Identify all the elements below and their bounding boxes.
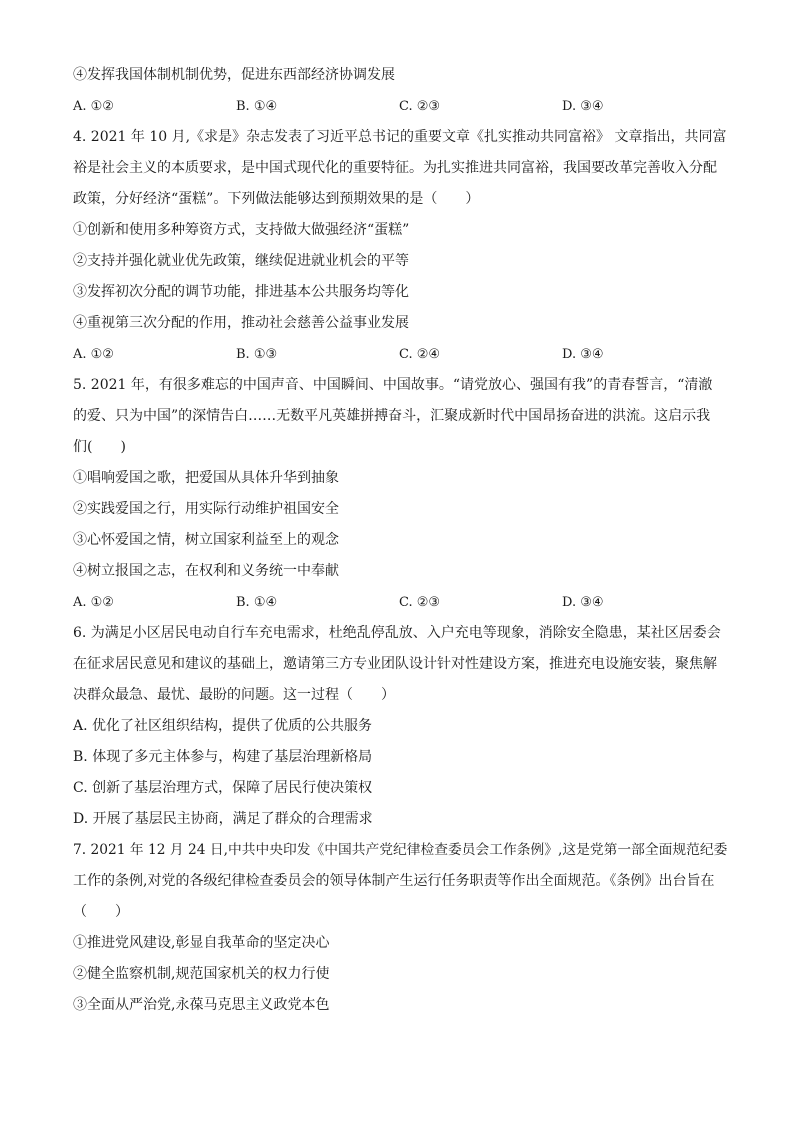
q4-option-c[interactable]: C. ②④ (399, 347, 441, 362)
q5-item-4: ④树立报国之志，在权利和义务统一中奉献 (73, 563, 339, 579)
q5-option-d[interactable]: D. ③④ (562, 595, 604, 610)
q3-option-b[interactable]: B. ①④ (236, 99, 278, 114)
q4-item-1: ①创新和使用多种筹资方式，支持做大做强经济“蛋糕” (73, 222, 410, 238)
q4-stem-line-3: 政策，分好经济“蛋糕”。下列做法能够达到预期效果的是（ ） (73, 191, 480, 207)
q6-choice-c[interactable]: C. 创新了基层治理方式，保障了居民行使决策权 (73, 780, 373, 796)
q6-choice-a[interactable]: A. 优化了社区组织结构，提供了优质的公共服务 (73, 718, 373, 734)
q4-options (73, 339, 733, 370)
q4-item-4: ④重视第三次分配的作用，推动社会慈善公益事业发展 (73, 315, 409, 331)
exam-page (73, 60, 733, 1021)
q6-choice-d[interactable]: D. 开展了基层民主协商，满足了群众的合理需求 (73, 811, 373, 827)
q3-option-a[interactable]: A. ①② (73, 99, 114, 114)
q7-stem-line-2: 工作的条例,对党的各级纪律检查委员会的领导体制产生运行任务职责等作出全面规范。《条例》出台旨在 (73, 873, 715, 889)
q7-stem-line-1: 7. 2021 年 12 月 24 日,中共中央印发《中国共产党纪律检查委员会工作条例》,这是党第一部全面规范纪委 (73, 842, 728, 858)
q4-stem-line-2: 裕是社会主义的本质要求，是中国式现代化的重要特征。为扎实推进共同富裕，我国要改革完善收入分配 (73, 160, 717, 176)
q5-option-a[interactable]: A. ①② (73, 595, 114, 610)
q7-item-3: ③全面从严治党,永葆马克思主义政党本色 (73, 997, 330, 1013)
q4-stem-line-1: 4. 2021 年 10 月,《求是》杂志发表了习近平总书记的重要文章《扎实推动共同富裕》 文章指出，共同富 (73, 129, 727, 145)
q5-stem-line-1: 5. 2021 年，有很多难忘的中国声音、中国瞬间、中国故事。“请党放心、强国有我”的青春誓言，“清澈 (73, 377, 713, 393)
q4-option-d[interactable]: D. ③④ (562, 347, 604, 362)
q5-item-3: ③心怀爱国之情，树立国家利益至上的观念 (73, 532, 339, 548)
q5-stem-line-3: 们( ) (73, 439, 126, 455)
q5-option-b[interactable]: B. ①④ (236, 595, 278, 610)
q4-option-b[interactable]: B. ①③ (236, 347, 278, 362)
q5-stem-line-2: 的爱、只为中国”的深情告白……无数平凡英雄拼搏奋斗，汇聚成新时代中国昂扬奋进的洪流。这启示我 (73, 408, 711, 424)
q4-option-a[interactable]: A. ①② (73, 347, 114, 362)
q5-item-1: ①唱响爱国之歌，把爱国从具体升华到抽象 (73, 470, 339, 486)
q5-option-c[interactable]: C. ②③ (399, 595, 441, 610)
q3-item-4: ④发挥我国体制机制优势，促进东西部经济协调发展 (73, 67, 395, 83)
q6-stem-line-3: 决群众最急、最忧、最盼的问题。这一过程（ ） (73, 687, 395, 703)
q6-stem-line-1: 6. 为满足小区居民电动自行车充电需求，杜绝乱停乱放、入户充电等现象，消除安全隐患，某社区居委会 (73, 625, 721, 641)
q3-options (73, 91, 733, 122)
q6-stem-line-2: 在征求居民意见和建议的基础上，邀请第三方专业团队设计针对性建设方案，推进充电设施安装，聚焦解 (73, 656, 717, 672)
q4-item-3: ③发挥初次分配的调节功能，排进基本公共服务均等化 (73, 284, 409, 300)
q7-item-1: ①推进党风建设,彰显自我革命的坚定决心 (73, 935, 330, 951)
q4-item-2: ②支持并强化就业优先政策，继续促进就业机会的平等 (73, 253, 409, 269)
q7-stem-line-3: （ ） (73, 904, 129, 920)
q6-choice-b[interactable]: B. 体现了多元主体参与，构建了基层治理新格局 (73, 749, 373, 765)
q5-item-2: ②实践爱国之行，用实际行动维护祖国安全 (73, 501, 339, 517)
q7-item-2: ②健全监察机制,规范国家机关的权力行使 (73, 966, 330, 982)
q5-options (73, 587, 733, 618)
q3-option-d[interactable]: D. ③④ (562, 99, 604, 114)
q3-option-c[interactable]: C. ②③ (399, 99, 441, 114)
